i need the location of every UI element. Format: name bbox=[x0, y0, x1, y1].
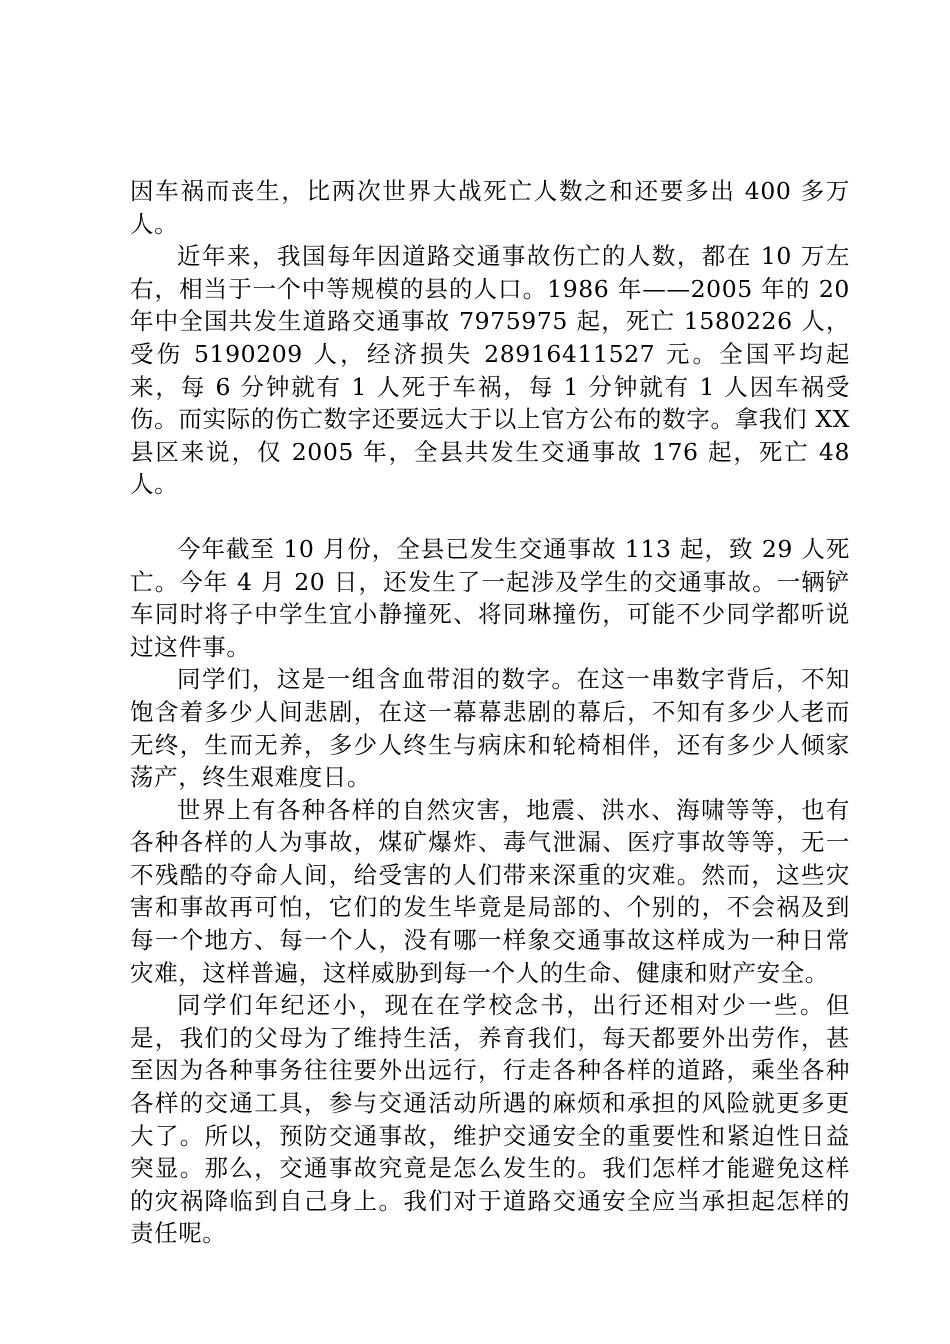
document-body bbox=[130, 175, 850, 1250]
paragraph-continuation: 因车祸而丧生，比两次世界大战死亡人数之和还要多出 400 多万人。 bbox=[130, 177, 850, 238]
paragraph-national-statistics: 近年来，我国每年因道路交通事故伤亡的人数，都在 10 万左右，相当于一个中等规模的县的人口。1986 年——2005 年的 20 年中全国共发生道路交通事故 7975975 起，死亡 1580226 人，受伤 5190209 人，经济损失 28916411527 元。全国平均起来，每 6 分钟就有 1 人死于车祸，每 1 分钟就有 1 人因车祸受伤。而实际的伤亡数字还要远大于以上官方公布的数字。拿我们 XX 县区来说，仅 2005 年，全县共发生交通事故 176 起，死亡 48 人。 bbox=[130, 242, 850, 499]
paragraph-tragedies: 同学们，这是一组含血带泪的数字。在这一串数字背后，不知饱含着多少人间悲剧，在这一幕幕悲剧的幕后，不知有多少人老而无终，生而无养，多少人终生与病床和轮椅相伴，还有多少人倾家荡产，终生艰难度日。 bbox=[130, 665, 850, 792]
paragraph-county-accidents: 今年截至 10 月份，全县已发生交通事故 113 起，致 29 人死亡。今年 4 月 20 日，还发生了一起涉及学生的交通事故。一辆铲车同时将子中学生宜小静撞死、将同琳撞伤，可能不少同学都听说过这件事。 bbox=[130, 534, 850, 661]
paragraph-students-safety: 同学们年纪还小，现在在学校念书，出行还相对少一些。但是，我们的父母为了维持生活，养育我们，每天都要外出劳作，甚至因为各种事务往往要外出远行，行走各种各样的道路，乘坐各种各样的交通工具，参与交通活动所遇的麻烦和承担的风险就更多更大了。所以，预防交通事故，维护交通安全的重要性和紧迫性日益突显。那么，交通事故究竟是怎么发生的。我们怎样才能避免这样的灾祸降临到自己身上。我们对于道路交通安全应当承担起怎样的责任呢。 bbox=[130, 991, 850, 1248]
paragraph-disasters: 世界上有各种各样的自然灾害，地震、洪水、海啸等等，也有各种各样的人为事故，煤矿爆炸、毒气泄漏、医疗事故等等，无一不残酷的夺命人间，给受害的人们带来深重的灾难。然而，这些灾害和事故再可怕，它们的发生毕竟是局部的、个别的，不会祸及到每一个地方、每一个人，没有哪一样象交通事故这样成为一种日常灾难，这样普遍，这样威胁到每一个人的生命、健康和财产安全。 bbox=[130, 795, 850, 987]
